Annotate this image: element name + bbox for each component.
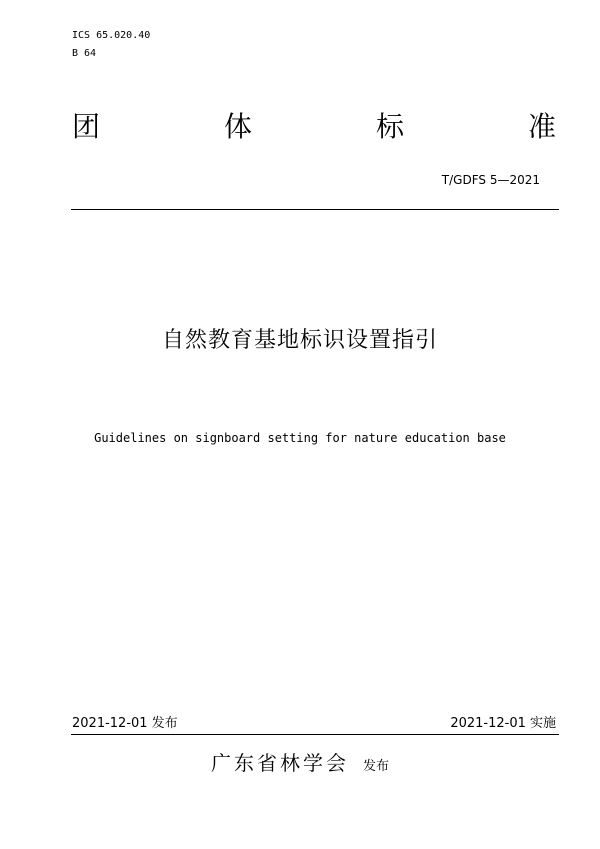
- issuer-verb: 发布: [362, 759, 389, 774]
- standard-type-header: [72, 110, 556, 144]
- standard-number: T/GDFS 5—2021: [441, 173, 540, 187]
- header-char-2: 体: [223, 110, 252, 143]
- document-title: 自然教育基地标识设置指引: [161, 328, 438, 353]
- publish-date: 2021-12-01 发布: [72, 716, 178, 731]
- document-subtitle-english: Guidelines on signboard setting for nature education base: [94, 431, 506, 445]
- issuer-block: [0, 750, 600, 776]
- ics-code: ICS 65.020.40: [72, 30, 151, 41]
- bottom-divider: [71, 734, 559, 735]
- header-char-1: 团: [72, 110, 101, 143]
- issuer-name: 广东省林学会: [210, 751, 349, 775]
- header-char-4: 准: [527, 110, 556, 143]
- implement-date: 2021-12-01 实施: [450, 716, 556, 731]
- header-char-3: 标: [375, 110, 404, 143]
- top-divider: [71, 209, 559, 210]
- ccs-code: B 64: [72, 48, 97, 59]
